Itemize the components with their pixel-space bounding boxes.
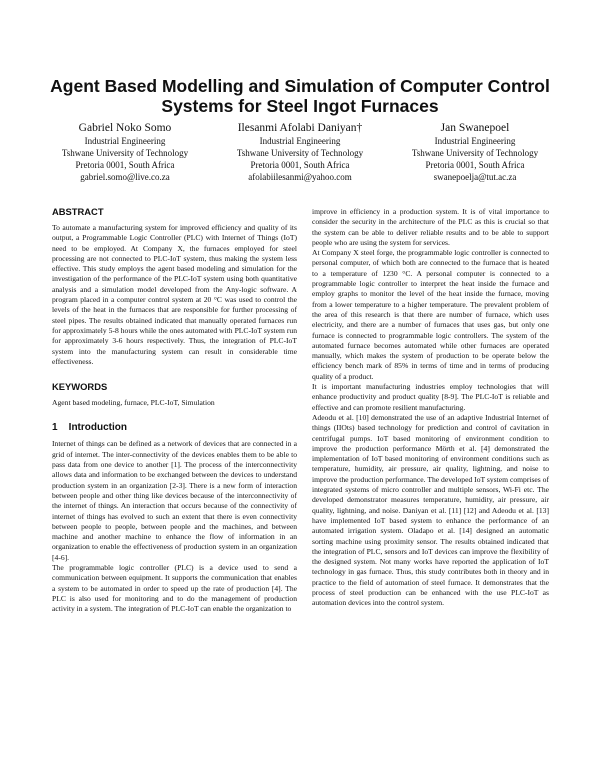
author-university: Tshwane University of Technology bbox=[61, 148, 189, 158]
keywords-heading: KEYWORDS bbox=[52, 381, 108, 393]
author-dept: Industrial Engineering bbox=[84, 136, 166, 146]
author-block-3 bbox=[390, 121, 560, 183]
author-email: gabriel.somo@live.co.za bbox=[80, 172, 170, 182]
paper-title bbox=[40, 76, 560, 116]
title-line-1: Agent Based Modelling and Simulation of Computer Control bbox=[50, 76, 550, 96]
author-address: Pretoria 0001, South Africa bbox=[425, 160, 525, 170]
right-paragraph-1: improve in efficiency in a production system. It is of vital importance to consider the security in the architecture of the PLC as this is crucial so that the system can be able to deliver reliable results and to be able to support people who are using the system for services. bbox=[312, 207, 549, 247]
introduction-heading: 1 Introduction bbox=[52, 422, 127, 434]
author-university: Tshwane University of Technology bbox=[236, 148, 364, 158]
intro-paragraph-1: Internet of things can be defined as a network of devices that are connected in a grid of internet. The inter-connectivity of the devices enables them to be able to pass data from one device to another [1]. The process of the interconnectivity allows data and information to be exchanged between the devices to understand production system in an organization [2-3]. There is a new form of interaction between people and other thing like devices because of the interconnectivity of the internet of things. An interaction that occurs because of the connectivity of internet of things has evolved to such an extent that there is even connectivity between people to people, between people and the machines, and between machine and another machine to enhance the flow of information in an organization to enable the effectiveness of production system in an organization [4-6]. bbox=[52, 439, 297, 562]
author-dept: Industrial Engineering bbox=[434, 136, 516, 146]
author-address: Pretoria 0001, South Africa bbox=[250, 160, 350, 170]
author-email: swanepoelja@tut.ac.za bbox=[433, 172, 517, 182]
author-block-2 bbox=[215, 121, 385, 183]
left-column bbox=[52, 206, 297, 615]
keywords-text: Agent based modeling, furnace, PLC-IoT, Simulation bbox=[52, 398, 215, 408]
right-paragraph-3: It is important manufacturing industries employ technologies that will enhance productivity and product quality [8-9]. The PLC-IoT is reliable and effective and can promote resilient manufacturing. bbox=[312, 382, 549, 412]
right-paragraph-4: Adeodu et al. [10] demonstrated the use of an adaptive Industrial Internet of things (IIOts) based technology for prediction and control of cavitation in centrifugal pumps. IoT based monitoring of environment condition to improve the production performance Mörth et al. [4] demonstrated the implementation of IoT based monitoring of environment conditions such as temperature, humidity, air pressure, air quality, lightning, and noise to improve the production performance. The developed IoT system comprises of integrated systems of micro controller and multiple sensors, Wi-Fi etc. The developed demonstrator measures temperature, humidity, air pressure, air quality, lightning, and noise. Daniyan et al. [11] [12] and Adeodu et al. [13] have implemented IoT based system to enhance the performance of an automated irrigation system. Oladapo et al. [14] designed an automatic sorting machine using proximity sensor. The results obtained indicated that the integration of PLC, sensors and IoT devices can improve the flexibility of the designed system. Not many works have reported the application of IoT technology in gas furnace. Thus, this study contributes both in theory and in practice to the field of automation of steel furnace. It demonstrates that the process of steel production can be enhanced with the use PLC-IoT as automation devices into the control system. bbox=[312, 412, 549, 608]
author-name: Gabriel Noko Somo bbox=[78, 122, 172, 134]
intro-paragraph-2: The programmable logic controller (PLC) is a device used to send a communication between equipment. It supports the communication that enables a system to be automated in order to speed up the rate of production [4]. The PLC is also used for monitoring and to do the management of production activity in a system. The integration of PLC-IoT can enable the organization to bbox=[52, 563, 297, 614]
abstract-text: To automate a manufacturing system for improved efficiency and quality of its output, a Programmable Logic Controller (PLC) with Internet of Things (IoT) need to be employed. At Company X, the furnaces employed for steel processing are not connected to PLC-IoT system, thus making the system less effective. This study employs the agent based modeling and simulation for the investigation of the performance of the PLC-IoT system using both quantitative analysis and a simulation model developed from the Any-logic software. A program placed in a computer control system at 20 °C was used to control the levels of the heat in the furnaces that are responsible for further processing of steel pipes. The results obtained indicated that manually operated furnaces run for approximately 5-8 hours while the ones automated with PLC-IoT system run for approximately 3-6 hours respectively. Thus, the integration of PLC-IoT system into the manufacturing system can result in considerable time effectiveness. bbox=[52, 223, 297, 366]
author-address: Pretoria 0001, South Africa bbox=[75, 160, 175, 170]
author-name: Ilesanmi Afolabi Daniyan† bbox=[237, 122, 363, 134]
right-column bbox=[312, 207, 549, 609]
title-line-2: Systems for Steel Ingot Furnaces bbox=[161, 96, 439, 116]
right-paragraph-2: At Company X steel forge, the programmable logic controller is connected to personal computer, of which both are connected to the furnace that is heated to a temperature of 1230 °C. A personal computer is connected to a programmable logic controller to interpret the heat inside the furnace and employ graphs to monitor the level of the heat inside the furnace, moving from a lower temperature to a higher temperature. The prevalent problem of the area of this research is that there are number of furnace, which uses electricity, and there are a number of furnaces that uses gas, but only one furnace is connected to programmable logic controllers. The system of the automated furnace becomes automated while other furnaces are operated manually, which makes the system of production to be operate below the efficiency bench mark of 85% in terms of time and in terms of producing quality of a product. bbox=[312, 248, 549, 381]
author-email: afolabiilesanmi@yahoo.com bbox=[248, 172, 352, 182]
author-university: Tshwane University of Technology bbox=[411, 148, 539, 158]
author-dept: Industrial Engineering bbox=[259, 136, 341, 146]
author-name: Jan Swanepoel bbox=[440, 122, 510, 134]
abstract-heading: ABSTRACT bbox=[52, 206, 104, 217]
author-block-1 bbox=[40, 121, 210, 183]
